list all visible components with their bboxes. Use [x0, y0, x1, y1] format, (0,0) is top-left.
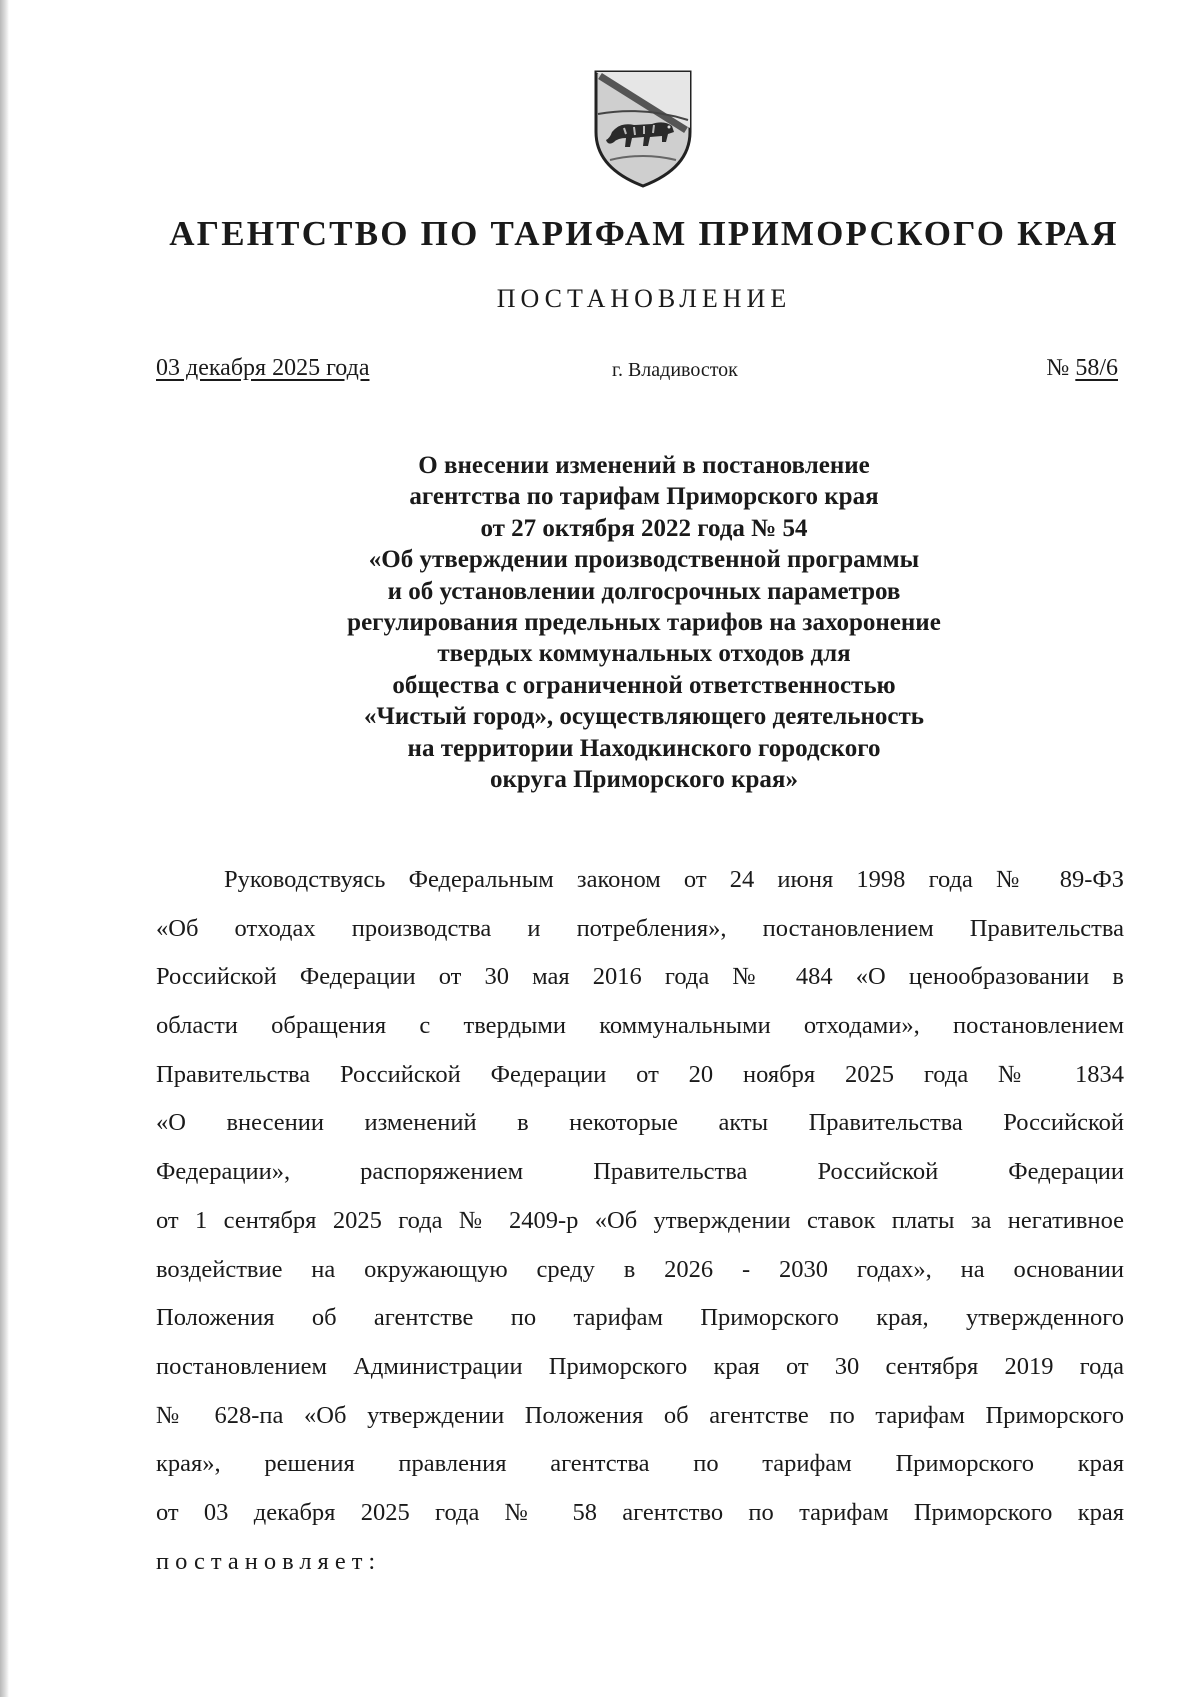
number-value: 58/6	[1075, 355, 1118, 381]
paragraph-line: от 03 декабря 2025 года № 58 агентство по тарифам Приморского края	[156, 1498, 1124, 1526]
document-type: ПОСТАНОВЛЕНИЕ	[496, 284, 792, 313]
paragraph-line: от 1 сентября 2025 года № 2409-р «Об утверждении ставок платы за негативное	[156, 1206, 1124, 1234]
paragraph-line: Правительства Российской Федерации от 20 ноября 2025 года № 1834	[156, 1060, 1124, 1088]
paragraph-line: Федерации», распоряжением Правительства Российской Федерации	[156, 1158, 1124, 1186]
heading-line: и об установлении долгосрочных параметров	[387, 577, 901, 605]
scan-edge	[0, 0, 9, 1697]
heading-line: округа Приморского края»	[490, 766, 798, 794]
heading-line: «Об утверждении производственной программы	[368, 546, 920, 574]
document-heading	[270, 450, 1018, 795]
resolves-word: постановляет:	[156, 1547, 382, 1575]
paragraph-line: области обращения с твердыми коммунальными отходами», постановлением	[156, 1012, 1124, 1040]
document-city: г. Владивосток	[612, 359, 738, 381]
document-date: 03 декабря 2025 года	[156, 355, 370, 381]
paragraph-line: № 628-па «Об утверждении Положения об агентстве по тарифам Приморского	[156, 1401, 1124, 1429]
paragraph-line: края», решения правления агентства по тарифам Приморского края	[156, 1450, 1124, 1478]
number-prefix: №	[1046, 355, 1070, 381]
heading-line: О внесении изменений в постановление	[418, 452, 870, 479]
paragraph-line: воздействие на окружающую среду в 2026 - 2030 годах», на основании	[156, 1255, 1124, 1283]
paragraph-line: Положения об агентстве по тарифам Приморского края, утвержденного	[156, 1304, 1124, 1332]
paragraph-line: Руководствуясь Федеральным законом от 24 июня 1998 года № 89-ФЗ	[224, 866, 1124, 893]
preamble-paragraph	[156, 856, 1124, 1586]
paragraph-line: постановлением Администрации Приморского края от 30 сентября 2019 года	[156, 1352, 1124, 1380]
heading-line: от 27 октября 2022 года № 54	[480, 514, 808, 542]
heading-line: на территории Находкинского городского	[407, 734, 881, 762]
coat-of-arms-icon	[590, 68, 696, 190]
paragraph-line: Российской Федерации от 30 мая 2016 года № 484 «О ценообразовании в	[156, 963, 1124, 991]
heading-line: твердых коммунальных отходов для	[437, 640, 851, 668]
paragraph-line: «Об отходах производства и потребления», постановлением Правительства	[156, 914, 1124, 942]
paragraph-line: «О внесении изменений в некоторые акты Правительства Российской	[156, 1109, 1124, 1137]
document-number	[1046, 355, 1118, 382]
heading-line: «Чистый город», осуществляющего деятельность	[364, 703, 924, 731]
heading-line: регулирования предельных тарифов на захоронение	[347, 609, 941, 637]
heading-line: общества с ограниченной ответственностью	[392, 671, 896, 699]
agency-title: АГЕНТСТВО ПО ТАРИФАМ ПРИМОРСКОГО КРАЯ	[169, 214, 1119, 253]
heading-line: агентства по тарифам Приморского края	[409, 483, 879, 511]
